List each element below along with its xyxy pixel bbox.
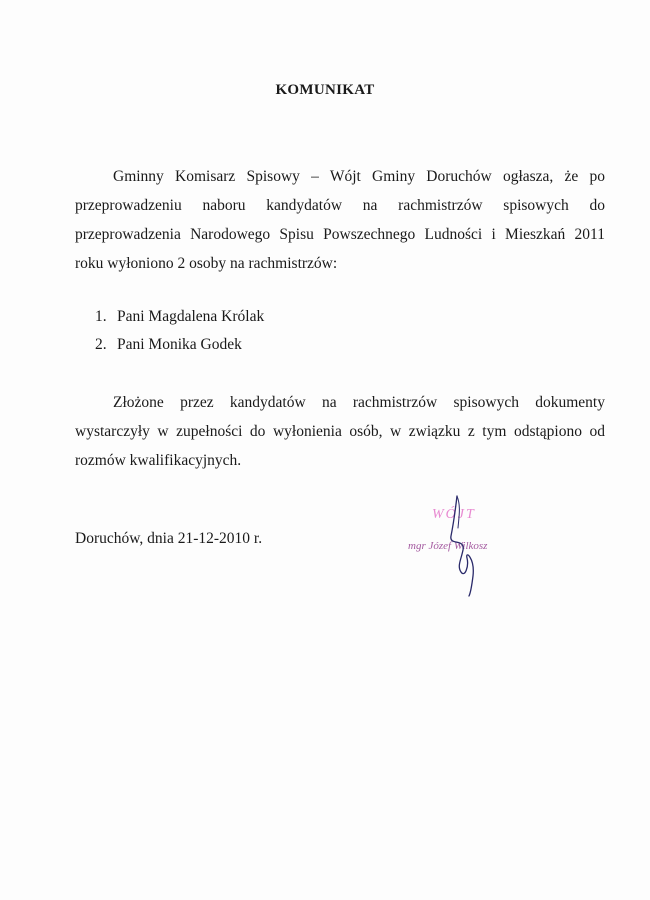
documents-paragraph [75, 388, 605, 475]
paragraph-line: wystarczyły w zupełności do wyłonienia osób, w związku z tym odstąpiono od [75, 423, 605, 440]
list-item [95, 331, 264, 359]
paragraph-line: Złożone przez kandydatów na rachmistrzów spisowych dokumenty [113, 394, 605, 411]
paragraph-line: Gminny Komisarz Spisowy – Wójt Gminy Doruchów ogłasza, że po [113, 168, 605, 185]
list-item-text: Pani Monika Godek [117, 336, 242, 353]
list-item-number: 2. [95, 336, 107, 353]
paragraph-line: roku wyłoniono 2 osoby na rachmistrzów: [75, 255, 338, 272]
list-item [95, 303, 264, 331]
paragraph-line: przeprowadzeniu naboru kandydatów na rachmistrzów spisowych do [75, 197, 605, 214]
stamp-title: WÓJT [432, 507, 476, 522]
paragraph-line: rozmów kwalifikacyjnych. [75, 452, 242, 469]
paragraph-line: przeprowadzenia Narodowego Spisu Powszechnego Ludności i Mieszkań 2011 [75, 226, 605, 243]
document-title: KOMUNIKAT [275, 82, 375, 98]
handwritten-signature [395, 488, 535, 598]
date-line: Doruchów, dnia 21-12-2010 r. [75, 530, 263, 547]
announcement-paragraph [75, 162, 605, 278]
list-item-number: 1. [95, 308, 107, 325]
list-item-text: Pani Magdalena Królak [117, 308, 265, 325]
selected-candidates-list [95, 303, 264, 359]
stamp-name: mgr Józef Wilkosz [408, 540, 488, 552]
official-stamp [395, 488, 535, 598]
